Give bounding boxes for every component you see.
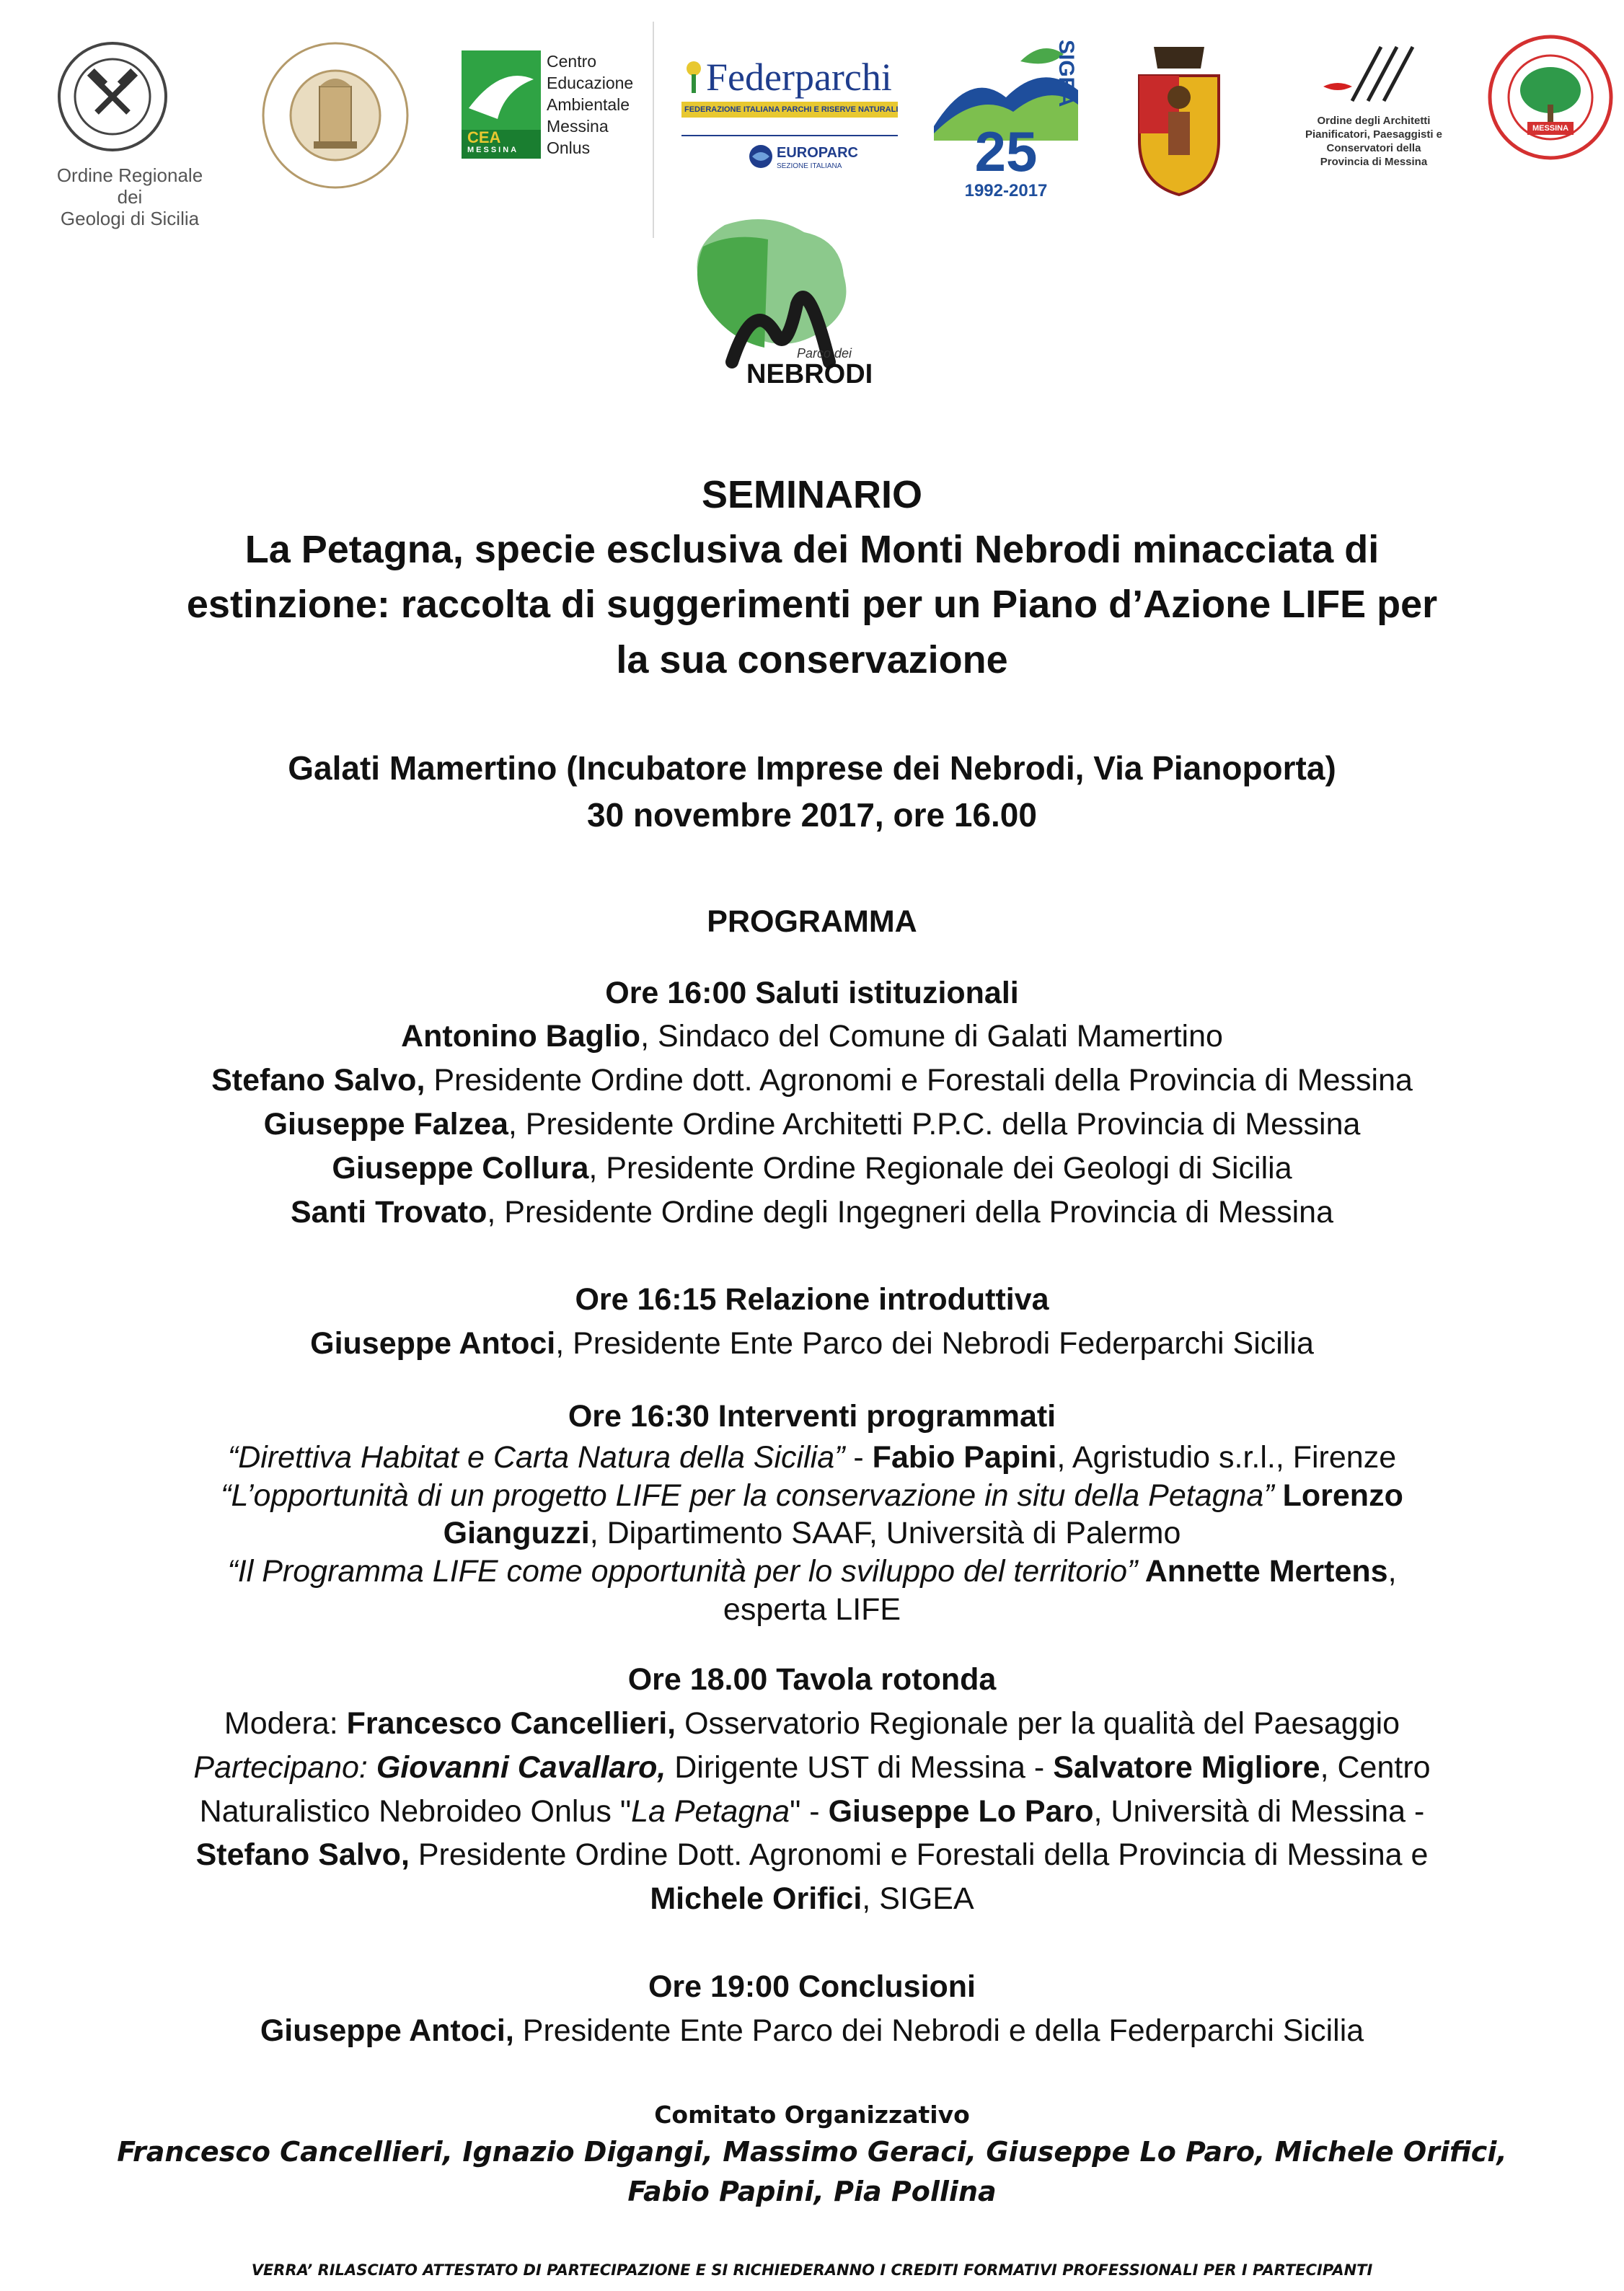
europarc-sub: SEZIONE ITALIANA [777,162,842,170]
event-datetime: 30 novembre 2017, ore 16.00 [587,796,1037,834]
event-location: Galati Mamertino (Incubatore Imprese dei Nebrodi, Via Pianoporta) [288,749,1336,787]
roundtable-line [0,1876,1624,1921]
talk-line [0,1514,1624,1553]
roundtable-line [0,1832,1624,1877]
speaker-role: , Sindaco del Comune di Galati Mamertino [640,1019,1223,1054]
ingegneri-seal-icon [256,36,415,195]
speaker-role: , Presidente Ordine Regionale dei Geologi di Sicilia [588,1151,1292,1186]
cea-badge-sub: MESSINA [467,146,519,154]
ingegneri-logo [256,36,415,195]
sigea-number: 25 [974,120,1038,183]
speaker-name: Stefano Salvo, [211,1063,425,1098]
agronomi-city: MESSINA [1532,124,1569,133]
cea-line3: Ambientale [547,95,630,114]
sigea-text: SIGEA [1054,40,1078,107]
speaker-role: Dirigente UST di Messina - [666,1750,1054,1785]
speaker-name: Salvatore Migliore [1053,1750,1320,1785]
speaker-role: , Presidente Ordine Architetti P.P.C. della Provincia di Messina [508,1107,1361,1142]
roundtable-label: Partecipano: [193,1750,376,1785]
speaker-role: , SIGEA [862,1881,974,1916]
title-line3: la sua conservazione [616,638,1008,681]
federparchi-name: Federparchi [706,56,892,99]
nebrodi-small: Parco dei [797,346,852,361]
geologi-logo [43,36,216,229]
federparchi-rule [681,135,898,136]
architetti-line1: Ordine degli Architetti [1317,115,1431,127]
coat-of-arms-icon [1132,40,1226,198]
program-heading: PROGRAMMA [707,904,917,939]
architetti-line4: Provincia di Messina [1320,156,1428,168]
geologi-caption-line1: Ordine Regionale dei [56,164,203,208]
speaker-line [0,1014,1624,1059]
speaker-name: Giuseppe Falzea [263,1107,508,1142]
committee-names-line2: Fabio Papini, Pia Pollina [627,2176,997,2207]
speaker-line [0,2008,1624,2053]
speaker-line [0,1102,1624,1147]
speaker-name: Giuseppe Antoci [310,1326,556,1361]
speaker-name: Lorenzo [1274,1478,1403,1513]
europarc-text: EUROPARC [777,145,858,161]
seminar-label: SEMINARIO [701,473,923,516]
speaker-name: Antonino Baglio [401,1019,641,1054]
speaker-line [0,1058,1624,1103]
talk-line [0,1438,1624,1477]
speaker-role: , Agristudio s.r.l., Firenze [1056,1440,1397,1475]
title-line1: La Petagna, specie esclusiva dei Monti Nebrodi minacciata di [244,528,1380,571]
speaker-name: Giuseppe Antoci, [260,2013,514,2048]
speaker-role: , [1387,1554,1397,1589]
comune-coat-of-arms [1132,40,1226,198]
speaker-name: Gianguzzi [443,1516,590,1550]
speaker-name: Giuseppe Collura [332,1151,589,1186]
agronomi-seal-icon [1486,32,1615,162]
session-conclusioni-heading: Ore 19:00 Conclusioni [648,1969,976,2004]
speaker-role: , Università di Messina - [1093,1794,1425,1829]
parco-nebrodi-logo [689,218,891,405]
session-saluti-heading: Ore 16:00 Saluti istituzionali [605,976,1019,1010]
speaker-role: Presidente Ordine dott. Agronomi e Forestali della Provincia di Messina [425,1063,1413,1098]
speaker-line [0,1146,1624,1191]
talk-title: “Direttiva Habitat e Carta Natura della Sicilia” [227,1440,845,1475]
roundtable-line [0,1745,1624,1790]
speaker-name: Stefano Salvo, [195,1837,410,1872]
nebrodi-big: NEBRODI [746,359,873,389]
speaker-role: , Dipartimento SAAF, Università di Palermo [589,1516,1181,1550]
speaker-name: Giovanni Cavallaro, [376,1750,666,1785]
architetti-line2: Pianificatori, Paesaggisti e [1305,128,1443,141]
session-interventi-heading: Ore 16:30 Interventi programmati [568,1399,1056,1434]
session-relazione-heading: Ore 16:15 Relazione introduttiva [575,1282,1049,1317]
europarc-globe-icon [748,144,774,169]
org-name: La Petagna [631,1794,790,1829]
architetti-mark-icon [1323,43,1431,108]
session-tavola-heading: Ore 18.00 Tavola rotonda [627,1662,997,1697]
speaker-role: Presidente Ente Parco dei Nebrodi e della Federparchi Sicilia [513,2013,1364,2048]
federparchi-logo [681,54,898,184]
talk-line [0,1476,1624,1515]
speaker-name: Fabio Papini [872,1440,1057,1475]
geologi-seal-icon [43,36,216,159]
geologi-caption-line2: Geologi di Sicilia [60,208,200,229]
speaker-role: Naturalistico Nebroideo Onlus " [199,1794,632,1829]
speaker-role: , Centro [1320,1750,1431,1785]
speaker-name: Giuseppe Lo Paro [828,1794,1094,1829]
cea-badge: CEA [467,128,501,146]
speaker-line [0,1190,1624,1235]
cea-line5: Onlus [547,138,591,157]
agronomi-logo [1486,32,1615,162]
speaker-name: Annette Mertens [1137,1554,1388,1589]
roundtable-label: Modera: [224,1706,347,1741]
federparchi-flower-icon [681,58,706,94]
speaker-name: Santi Trovato [291,1195,487,1230]
speaker-name: Michele Orifici [650,1881,862,1916]
architetti-logo [1294,43,1453,187]
cea-line2: Educazione [547,74,634,92]
sigea-years: 1992-2017 [964,181,1048,200]
talk-title: “L’opportunità di un progetto LIFE per la conservazione in situ della Petagna” [221,1478,1274,1513]
title-line2: estinzione: raccolta di suggerimenti per un Piano d’Azione LIFE per [186,583,1438,626]
speaker-name: Francesco Cancellieri, [346,1706,676,1741]
talk-sep: - [844,1440,873,1475]
speaker-role: , Presidente Ente Parco dei Nebrodi Federparchi Sicilia [555,1326,1314,1361]
logo-divider [653,22,654,238]
speaker-role: , Presidente Ordine degli Ingegneri della Provincia di Messina [487,1195,1333,1230]
cea-line4: Messina [547,117,609,136]
sigea-logo [934,40,1093,198]
speaker-line [0,1321,1624,1366]
roundtable-line [0,1789,1624,1834]
cea-logo [462,50,649,173]
talk-line: esperta LIFE [723,1592,901,1627]
cea-line1: Centro [547,52,597,71]
talk-title: “Il Programma LIFE come opportunità per lo sviluppo del territorio” [227,1554,1138,1589]
roundtable-line [0,1701,1624,1746]
speaker-role: Presidente Ordine Dott. Agronomi e Forestali della Provincia di Messina e [409,1837,1429,1872]
federparchi-sub: FEDERAZIONE ITALIANA PARCHI E RISERVE NATURALI [684,105,899,114]
logo-strip [0,22,1624,389]
speaker-role: " - [790,1794,829,1829]
talk-line [0,1552,1624,1591]
architetti-line3: Conservatori della [1326,142,1421,154]
footer-note: VERRA’ RILASCIATO ATTESTATO DI PARTECIPAZIONE E SI RICHIEDERANNO I CREDITI FORMATIVI PROFESSIONALI PER I PARTECIPANTI [251,2261,1373,2279]
committee-names-line1: Francesco Cancellieri, Ignazio Digangi, Massimo Geraci, Giuseppe Lo Paro, Michele Orifici, [117,2136,1507,2168]
committee-title: Comitato Organizzativo [654,2101,970,2129]
speaker-role: Osservatorio Regionale per la qualità del Paesaggio [676,1706,1400,1741]
